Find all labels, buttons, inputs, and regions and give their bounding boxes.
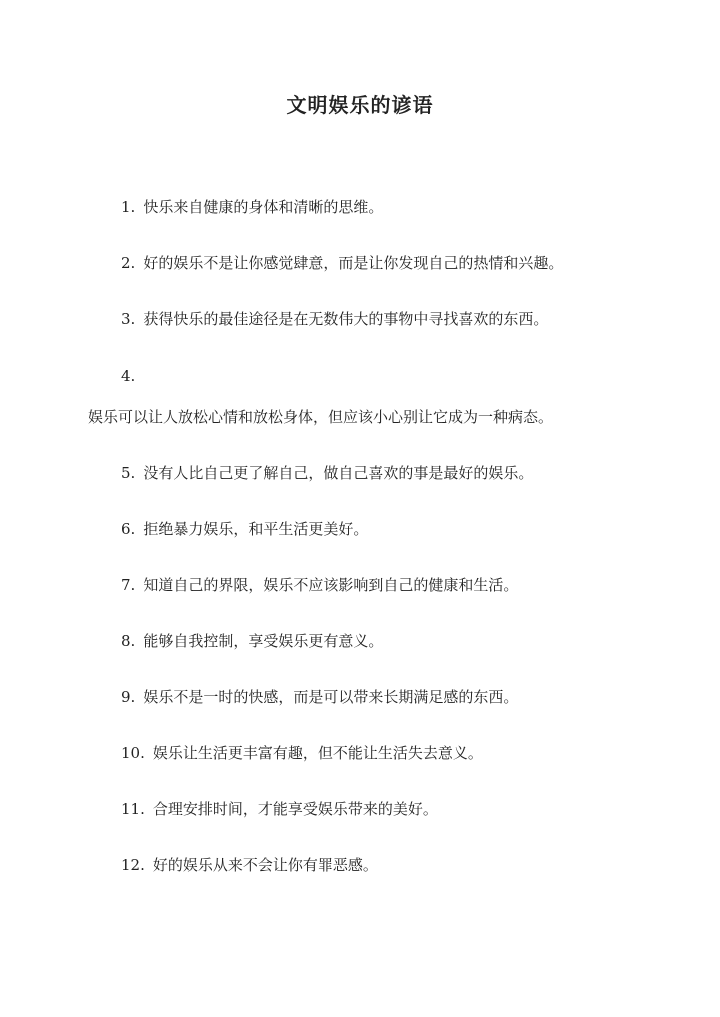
item-text: 好的娱乐不是让你感觉肆意，而是让你发现自己的热情和兴趣。 bbox=[143, 254, 564, 272]
item-text: 合理安排时间，才能享受娱乐带来的美好。 bbox=[152, 800, 438, 818]
list-item bbox=[121, 575, 518, 595]
list-item bbox=[121, 309, 548, 329]
item-number: 4. bbox=[121, 367, 136, 385]
document-title: 文明娱乐的谚语 bbox=[286, 93, 434, 117]
item-text: 娱乐不是一时的快感，而是可以带来长期满足感的东西。 bbox=[143, 688, 519, 706]
list-item bbox=[121, 519, 368, 539]
list-item bbox=[121, 687, 518, 707]
list-item bbox=[121, 631, 383, 651]
list-item bbox=[121, 799, 438, 819]
item-number: 8. bbox=[121, 632, 136, 650]
list-item bbox=[121, 253, 563, 273]
list-item-number-only bbox=[121, 366, 135, 386]
item-number: 11. bbox=[121, 800, 145, 818]
item-text: 好的娱乐从来不会让你有罪恶感。 bbox=[152, 856, 378, 874]
item-number: 2. bbox=[121, 254, 136, 272]
item-number: 9. bbox=[121, 688, 136, 706]
item-number: 5. bbox=[121, 464, 136, 482]
item-text: 获得快乐的最佳途径是在无数伟大的事物中寻找喜欢的东西。 bbox=[143, 310, 549, 328]
list-item bbox=[121, 463, 533, 483]
item-text: 能够自我控制，享受娱乐更有意义。 bbox=[143, 632, 384, 650]
item-text: 拒绝暴力娱乐，和平生活更美好。 bbox=[143, 520, 369, 538]
item-number: 3. bbox=[121, 310, 136, 328]
list-item bbox=[121, 197, 383, 217]
item-number: 6. bbox=[121, 520, 136, 538]
item-number: 12. bbox=[121, 856, 145, 874]
item-number: 7. bbox=[121, 576, 136, 594]
item-text: 娱乐让生活更丰富有趣，但不能让生活失去意义。 bbox=[152, 744, 483, 762]
list-item bbox=[121, 743, 483, 763]
item-number: 10. bbox=[121, 744, 145, 762]
list-item bbox=[121, 855, 378, 875]
item-text: 没有人比自己更了解自己，做自己喜欢的事是最好的娱乐。 bbox=[143, 464, 534, 482]
item-text: 快乐来自健康的身体和清晰的思维。 bbox=[143, 198, 384, 216]
item-text: 知道自己的界限，娱乐不应该影响到自己的健康和生活。 bbox=[143, 576, 519, 594]
item-text: 娱乐可以让人放松心情和放松身体，但应该小心别让它成为一种病态。 bbox=[88, 408, 554, 426]
list-item-continuation bbox=[88, 407, 553, 427]
item-number: 1. bbox=[121, 198, 136, 216]
